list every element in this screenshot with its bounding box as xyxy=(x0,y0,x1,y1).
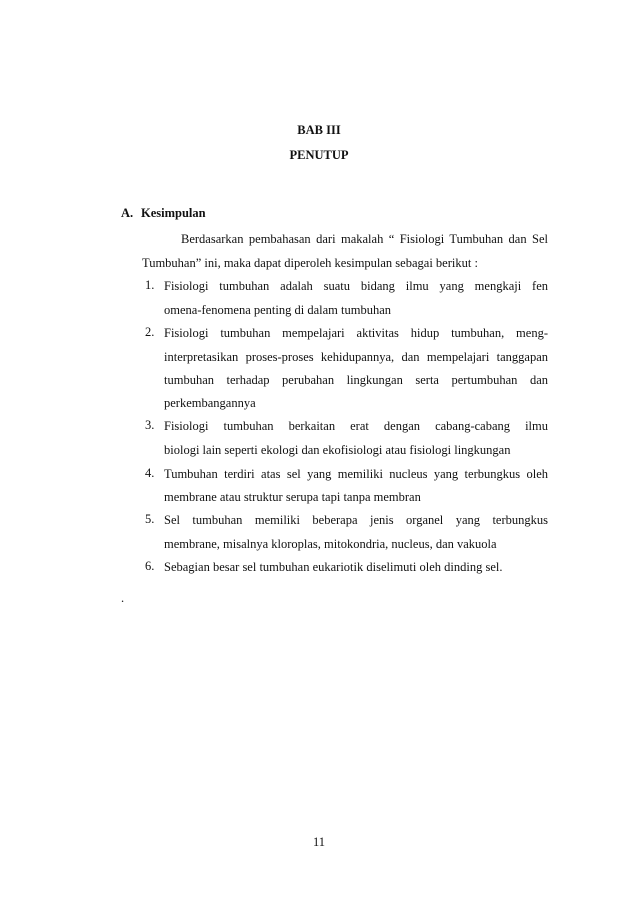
list-item-number: 2. xyxy=(145,325,155,339)
list-item-line: Sebagian besar sel tumbuhan eukariotik diselimuti oleh dinding sel. xyxy=(164,560,503,574)
section-letter: A. xyxy=(121,206,134,220)
section-title: Kesimpulan xyxy=(141,206,206,220)
list-item-line: perkembangannya xyxy=(164,396,256,410)
chapter-label: BAB III xyxy=(297,123,341,137)
list-item-number: 6. xyxy=(145,559,155,573)
list-item-line: biologi lain seperti ekologi dan ekofisiologi atau fisiologi lingkungan xyxy=(164,443,511,457)
chapter-title: PENUTUP xyxy=(289,148,349,162)
list-item-line: tumbuhan terhadap perubahan lingkungan serta pertumbuhan dan xyxy=(164,373,548,387)
intro-line-1: Berdasarkan pembahasan dari makalah “ Fisiologi Tumbuhan dan Sel xyxy=(181,232,548,246)
list-item-line: Fisiologi tumbuhan adalah suatu bidang ilmu yang mengkaji fen xyxy=(164,279,548,293)
list-item-line: Fisiologi tumbuhan berkaitan erat dengan cabang-cabang ilmu xyxy=(164,419,548,433)
list-item-number: 3. xyxy=(145,418,155,432)
list-item-line: omena-fenomena penting di dalam tumbuhan xyxy=(164,303,392,317)
list-item-line: membrane, misalnya kloroplas, mitokondria, nucleus, dan vakuola xyxy=(164,537,497,551)
list-item-number: 1. xyxy=(145,278,155,292)
page-number: 11 xyxy=(312,835,326,849)
list-item-line: interpretasikan proses-proses kehidupannya, dan mempelajari tanggapan xyxy=(164,350,548,364)
trailing-mark: . xyxy=(121,591,125,605)
list-item-line: Sel tumbuhan memiliki beberapa jenis organel yang terbungkus xyxy=(164,513,548,527)
list-item-line: Fisiologi tumbuhan mempelajari aktivitas hidup tumbuhan, meng- xyxy=(164,326,548,340)
list-item-number: 5. xyxy=(145,512,155,526)
intro-line-2: Tumbuhan” ini, maka dapat diperoleh kesimpulan sebagai berikut : xyxy=(142,256,478,270)
list-item-line: membrane atau struktur serupa tapi tanpa membran xyxy=(164,490,421,504)
list-item-number: 4. xyxy=(145,466,155,480)
list-item-line: Tumbuhan terdiri atas sel yang memiliki nucleus yang terbungkus oleh xyxy=(164,467,548,481)
